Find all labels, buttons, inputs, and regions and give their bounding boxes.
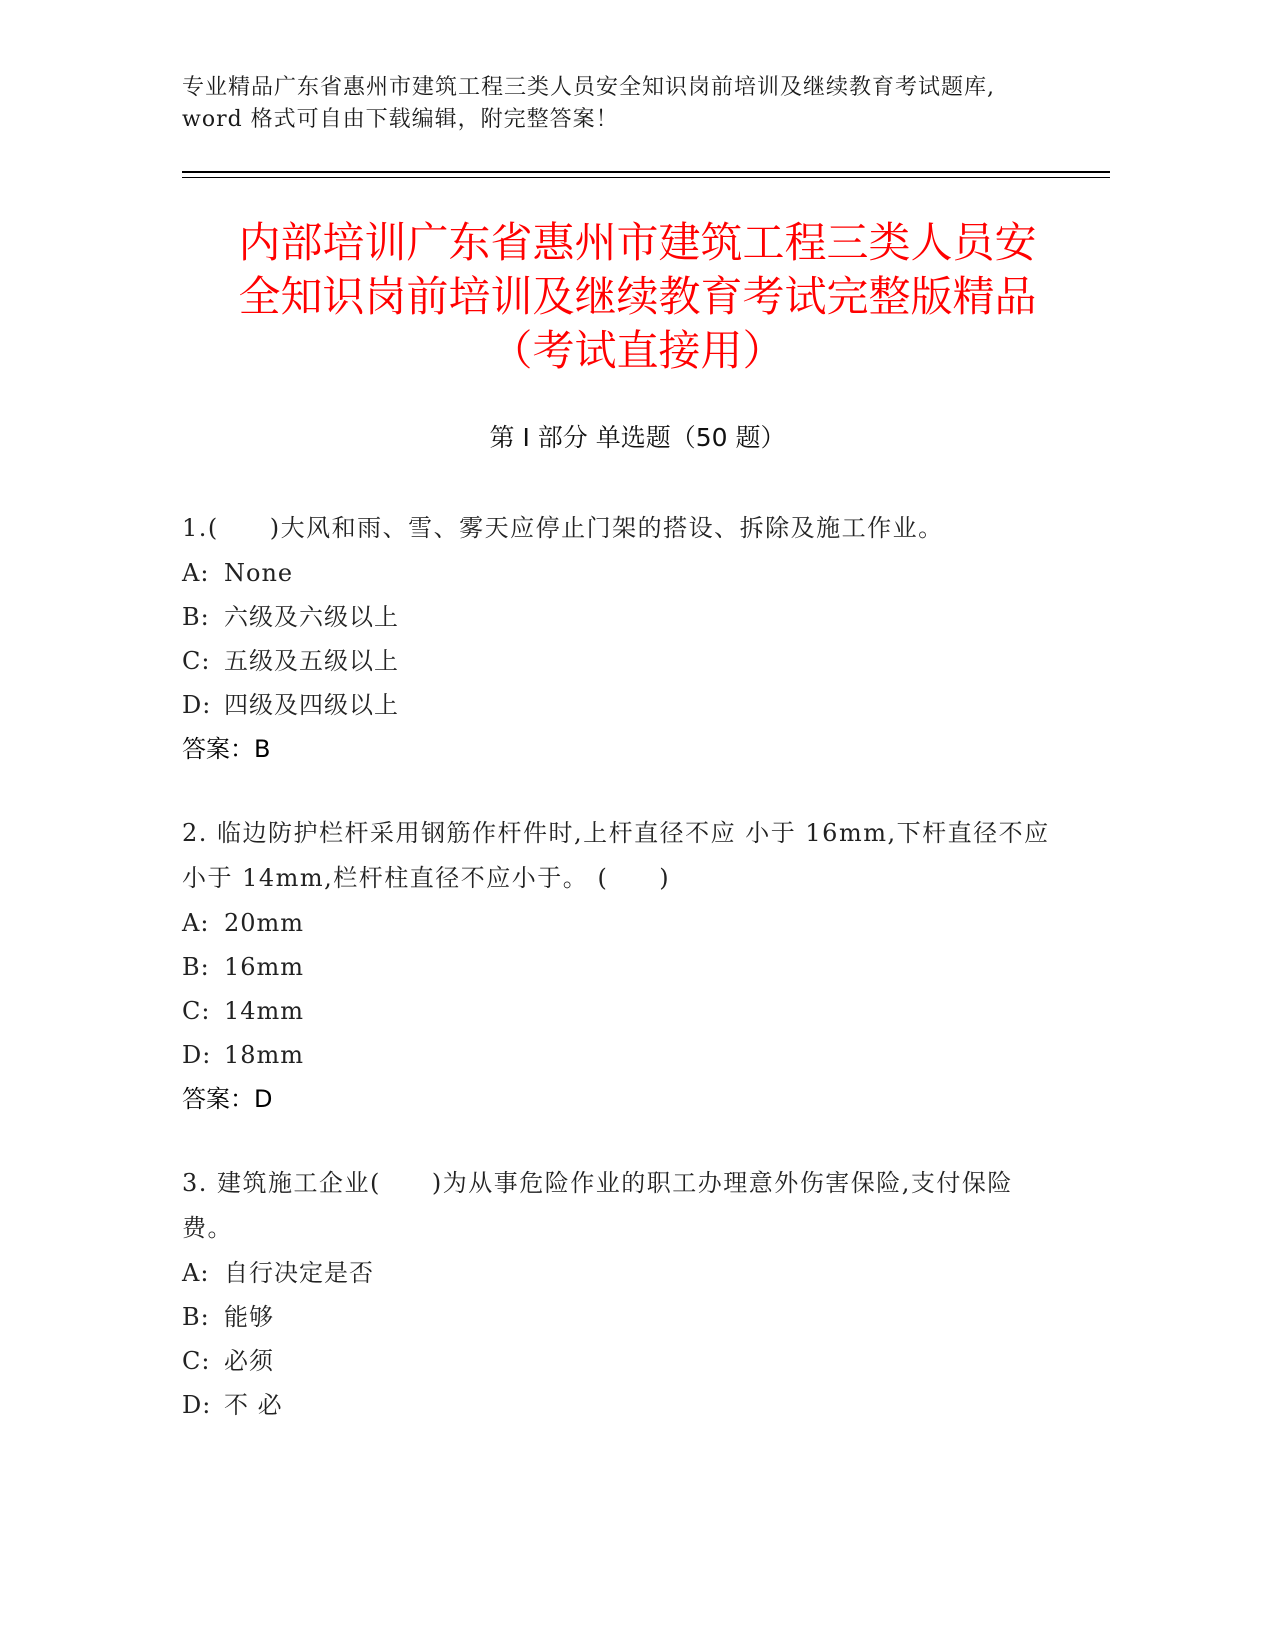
option-label: C: — [182, 647, 211, 675]
option-text: 自行决定是否 — [224, 1259, 374, 1287]
option-text: None — [224, 559, 294, 587]
option-label: D: — [182, 691, 212, 719]
header-note-line-1: 专业精品广东省惠州市建筑工程三类人员安全知识岗前培训及继续教育考试题库, — [182, 75, 995, 100]
option-text: 五级及五级以上 — [224, 647, 399, 675]
option-label: D: — [182, 1391, 212, 1419]
option-d — [182, 1033, 1062, 1077]
option-c — [182, 989, 1062, 1033]
question-2 — [182, 811, 1062, 1121]
option-a — [182, 1251, 1062, 1295]
question-stem: 3. 建筑施工企业( )为从事危险作业的职工办理意外伤害保险,支付保险费。 — [182, 1169, 1013, 1242]
option-text: 四级及四级以上 — [224, 691, 399, 719]
option-text: 18mm — [224, 1041, 305, 1069]
option-text: 能够 — [224, 1303, 274, 1331]
option-a — [182, 901, 1062, 945]
option-text: 不 必 — [224, 1391, 283, 1419]
document-title — [182, 216, 1093, 378]
question-stem: 1.( )大风和雨、雪、雾天应停止门架的搭设、拆除及施工作业。 — [182, 514, 944, 542]
option-label: A: — [182, 1259, 210, 1287]
option-b — [182, 595, 1062, 639]
question-1 — [182, 506, 1062, 771]
option-label: C: — [182, 997, 211, 1025]
section-heading: 第 I 部分 单选题（50 题） — [489, 423, 786, 452]
option-text: 14mm — [224, 997, 305, 1025]
option-d — [182, 683, 1062, 727]
option-text: 必须 — [224, 1347, 274, 1375]
option-label: A: — [182, 909, 210, 937]
option-text: 六级及六级以上 — [224, 603, 399, 631]
option-c — [182, 1339, 1062, 1383]
option-text: 16mm — [224, 953, 305, 981]
option-d — [182, 1383, 1062, 1427]
option-label: C: — [182, 1347, 211, 1375]
header-note — [182, 72, 1082, 136]
question-3 — [182, 1161, 1062, 1427]
option-b — [182, 1295, 1062, 1339]
option-c — [182, 639, 1062, 683]
option-a — [182, 551, 1062, 595]
answer-line: 答案：D — [182, 1085, 273, 1113]
question-stem: 2. 临边防护栏杆采用钢筋作杆件时,上杆直径不应 小于 16mm,下杆直径不应小于 14mm,栏杆柱直径不应小于。 ( ) — [182, 819, 1050, 892]
title-line-3: （考试直接用） — [490, 326, 785, 375]
option-label: B: — [182, 1303, 210, 1331]
option-label: B: — [182, 953, 210, 981]
title-line-2: 全知识岗前培训及继续教育考试完整版精品 — [238, 272, 1037, 321]
answer-line: 答案：B — [182, 735, 271, 763]
title-line-1: 内部培训广东省惠州市建筑工程三类人员安 — [238, 218, 1037, 267]
option-label: B: — [182, 603, 210, 631]
option-label: A: — [182, 559, 210, 587]
option-text: 20mm — [224, 909, 305, 937]
option-b — [182, 945, 1062, 989]
header-divider-thick — [182, 171, 1110, 173]
question-list — [182, 506, 1062, 1467]
header-divider-thin — [182, 177, 1110, 178]
option-label: D: — [182, 1041, 212, 1069]
header-note-line-2: word 格式可自由下载编辑，附完整答案！ — [182, 107, 619, 132]
